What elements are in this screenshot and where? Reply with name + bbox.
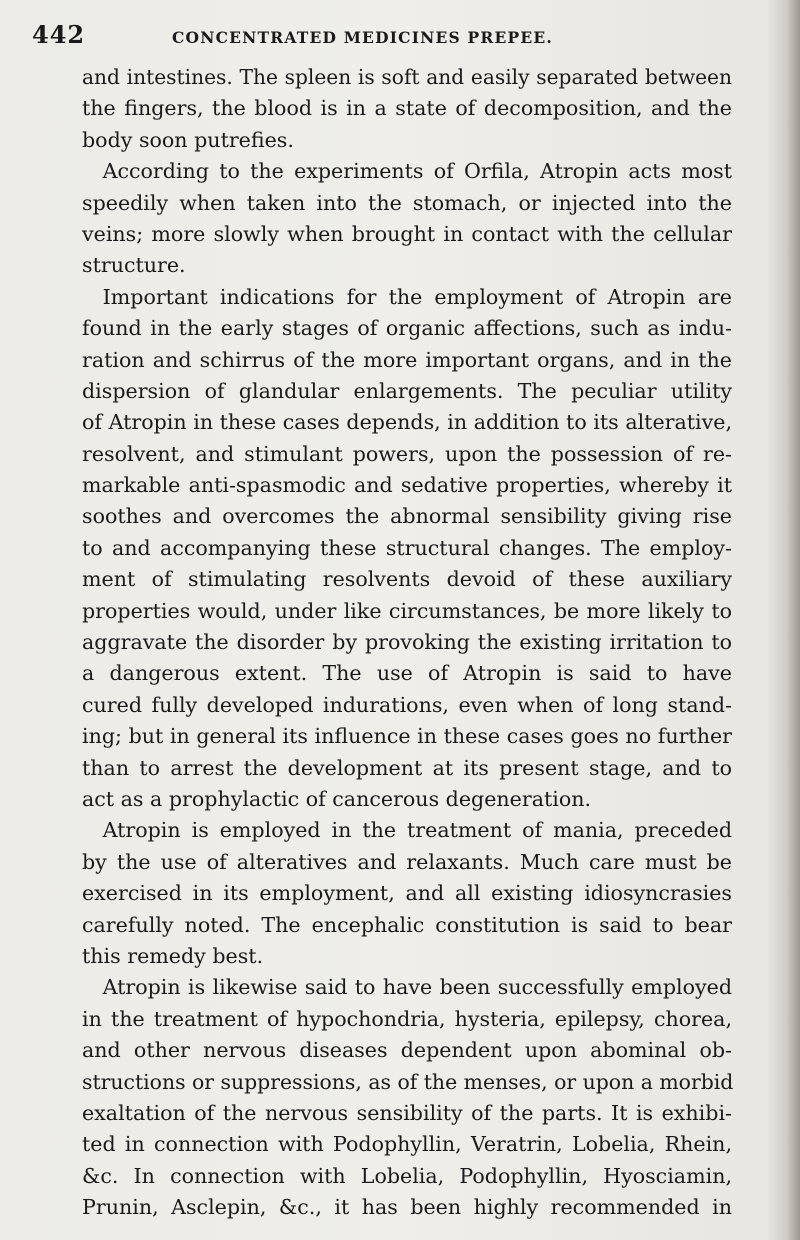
text-line: veins; more slowly when brought in contact with the cellular — [82, 221, 732, 246]
text-line: properties would, under like circumstances, be more likely to — [82, 598, 732, 623]
text-line: and other nervous diseases dependent upon abominal ob- — [82, 1038, 732, 1063]
text-line: According to the experiments of Orfila, Atropin acts most — [82, 159, 732, 184]
text-line: the fingers, the blood is in a state of decomposition, and the — [82, 96, 732, 121]
text-line: body soon putrefies. — [82, 127, 294, 152]
text-line: exercised in its employment, and all existing idiosyncrasies — [82, 881, 732, 906]
text-line: to and accompanying these structural changes. The employ- — [82, 535, 732, 560]
text-line: and intestines. The spleen is soft and easily separated between — [82, 65, 732, 89]
text-line: markable anti-spasmodic and sedative properties, whereby it — [82, 473, 732, 498]
text-line: ration and schirrus of the more important organs, and in the — [82, 347, 732, 372]
text-line: resolvent, and stimulant powers, upon the possession of re- — [82, 441, 732, 466]
running-head: CONCENTRATED MEDICINES PREPEE. — [172, 28, 553, 47]
text-line: &c. In connection with Lobelia, Podophyllin, Hyosciamin, — [82, 1163, 732, 1188]
body-text — [82, 62, 732, 1223]
text-line: Atropin is employed in the treatment of mania, preceded — [82, 818, 732, 843]
page-edge-shadow — [766, 0, 800, 1240]
text-line: this remedy best. — [82, 943, 264, 968]
text-line: of Atropin in these cases depends, in addition to its alterative, — [82, 410, 732, 435]
text-line: cured fully developed indurations, even when of long stand- — [82, 692, 732, 717]
text-line: ment of stimulating resolvents devoid of these auxiliary — [82, 567, 732, 592]
page-number: 442 — [32, 20, 86, 49]
text-line: found in the early stages of organic affections, such as indu- — [82, 316, 732, 341]
text-line: Important indications for the employment of Atropin are — [82, 284, 732, 309]
text-line: speedily when taken into the stomach, or injected into the — [82, 190, 732, 215]
text-line: ing; but in general its influence in these cases goes no further — [82, 724, 732, 749]
text-line: exaltation of the nervous sensibility of the parts. It is exhibi- — [82, 1100, 732, 1125]
page-header — [32, 20, 732, 54]
text-line: Atropin is likewise said to have been successfully employed — [82, 975, 732, 1000]
text-line: structure. — [82, 253, 186, 278]
text-line: aggravate the disorder by provoking the existing irritation to — [82, 630, 732, 655]
text-line: ted in connection with Podophyllin, Veratrin, Lobelia, Rhein, — [82, 1132, 732, 1157]
text-line: by the use of alteratives and relaxants. Much care must be — [82, 849, 732, 874]
text-line: act as a prophylactic of cancerous degeneration. — [82, 786, 592, 811]
text-line: soothes and overcomes the abnormal sensibility giving rise — [82, 504, 732, 529]
text-line: structions or suppressions, as of the menses, or upon a morbid — [82, 1069, 734, 1094]
text-line: dispersion of glandular enlargements. The peculiar utility — [82, 378, 732, 403]
text-line: Prunin, Asclepin, &c., it has been highly recommended in — [82, 1195, 732, 1220]
text-line: than to arrest the development at its present stage, and to — [82, 755, 732, 780]
text-line: a dangerous extent. The use of Atropin is said to have — [82, 661, 732, 686]
text-line: carefully noted. The encephalic constitution is said to bear — [82, 912, 732, 937]
text-line: in the treatment of hypochondria, hysteria, epilepsy, chorea, — [82, 1006, 732, 1031]
